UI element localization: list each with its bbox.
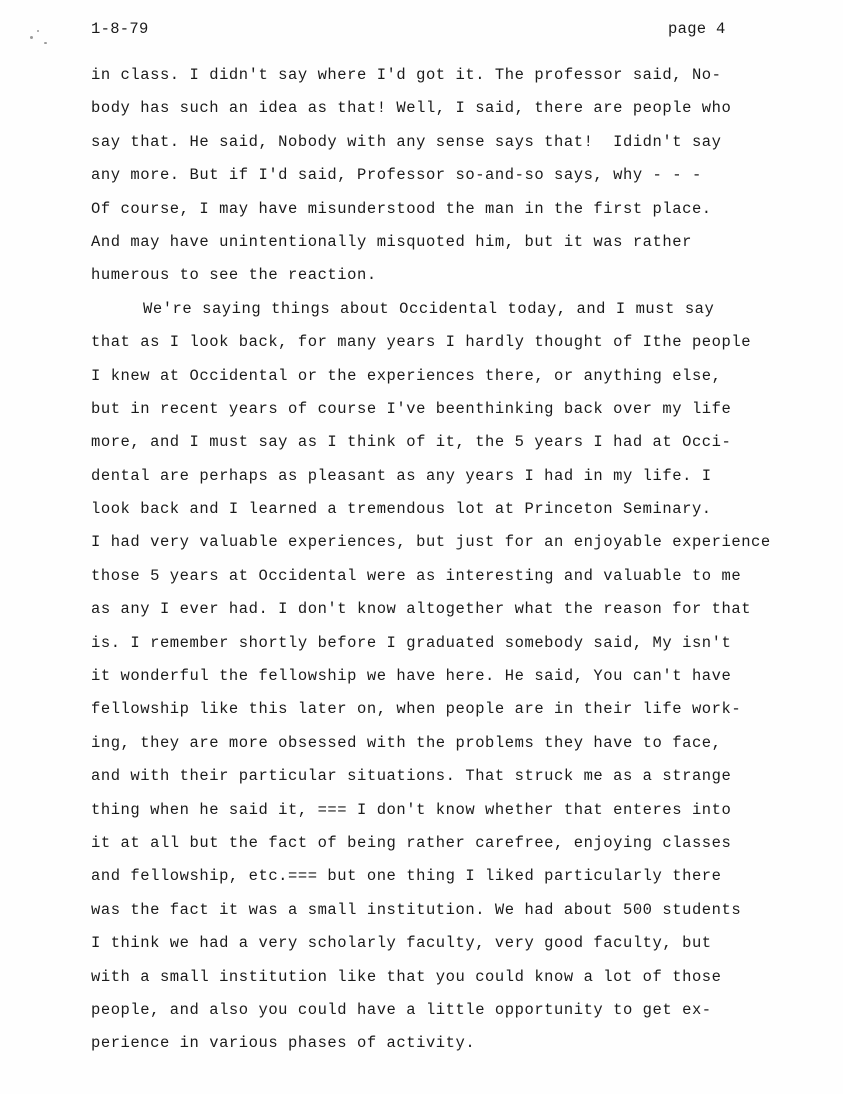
paper-specks <box>28 26 58 56</box>
text-line: more, and I must say as I think of it, the 5 years I had at Occi- <box>91 433 732 452</box>
text-line: people, and also you could have a little opportunity to get ex- <box>91 1000 712 1019</box>
text-line: say that. He said, Nobody with any sense says that! Ididn't say <box>91 132 722 151</box>
text-line: and with their particular situations. That struck me as a strange <box>91 767 732 786</box>
text-line: Of course, I may have misunderstood the man in the first place. <box>91 199 712 218</box>
text-line: but in recent years of course I've beenthinking back over my life <box>91 399 732 418</box>
text-line: is. I remember shortly before I graduated somebody said, My isn't <box>91 633 732 652</box>
body-text <box>91 59 831 1061</box>
text-line: humerous to see the reaction. <box>91 266 377 285</box>
text-line: dental are perhaps as pleasant as any years I had in my life. I <box>91 466 712 485</box>
text-line: fellowship like this later on, when people are in their life work- <box>91 700 742 719</box>
paragraph-start-line: We're saying things about Occidental today, and I must say <box>143 299 715 318</box>
paper-speck <box>37 30 39 32</box>
text-line: as any I ever had. I don't know altogether what the reason for that <box>91 600 752 619</box>
text-line: I think we had a very scholarly faculty, very good faculty, but <box>91 934 712 953</box>
text-line: it wonderful the fellowship we have here. He said, You can't have <box>91 667 732 686</box>
text-line: it at all but the fact of being rather carefree, enjoying classes <box>91 833 732 852</box>
text-line: body has such an idea as that! Well, I said, there are people who <box>91 99 732 118</box>
text-line: perience in various phases of activity. <box>91 1034 476 1053</box>
text-line: ing, they are more obsessed with the problems they have to face, <box>91 733 722 752</box>
paper-speck <box>30 36 33 39</box>
text-line: in class. I didn't say where I'd got it. The professor said, No- <box>91 66 722 84</box>
text-line: look back and I learned a tremendous lot at Princeton Seminary. <box>91 500 712 519</box>
paper-speck <box>44 42 47 44</box>
text-line: was the fact it was a small institution. We had about 500 students <box>91 900 742 919</box>
text-line: I knew at Occidental or the experiences there, or anything else, <box>91 366 722 385</box>
header-date: 1-8-79 <box>91 20 149 38</box>
text-line: And may have unintentionally misquoted him, but it was rather <box>91 232 692 251</box>
text-line: I had very valuable experiences, but just for an enjoyable experience <box>91 533 771 552</box>
header-page-number: page 4 <box>668 20 726 38</box>
text-line: thing when he said it, === I don't know whether that enteres into <box>91 800 732 819</box>
text-line: that as I look back, for many years I hardly thought of Ithe people <box>91 333 752 352</box>
text-line: those 5 years at Occidental were as interesting and valuable to me <box>91 566 742 585</box>
text-line: with a small institution like that you could know a lot of those <box>91 967 722 986</box>
text-line: any more. But if I'd said, Professor so-and-so says, why - - - <box>91 166 702 185</box>
text-line: and fellowship, etc.=== but one thing I liked particularly there <box>91 867 722 886</box>
